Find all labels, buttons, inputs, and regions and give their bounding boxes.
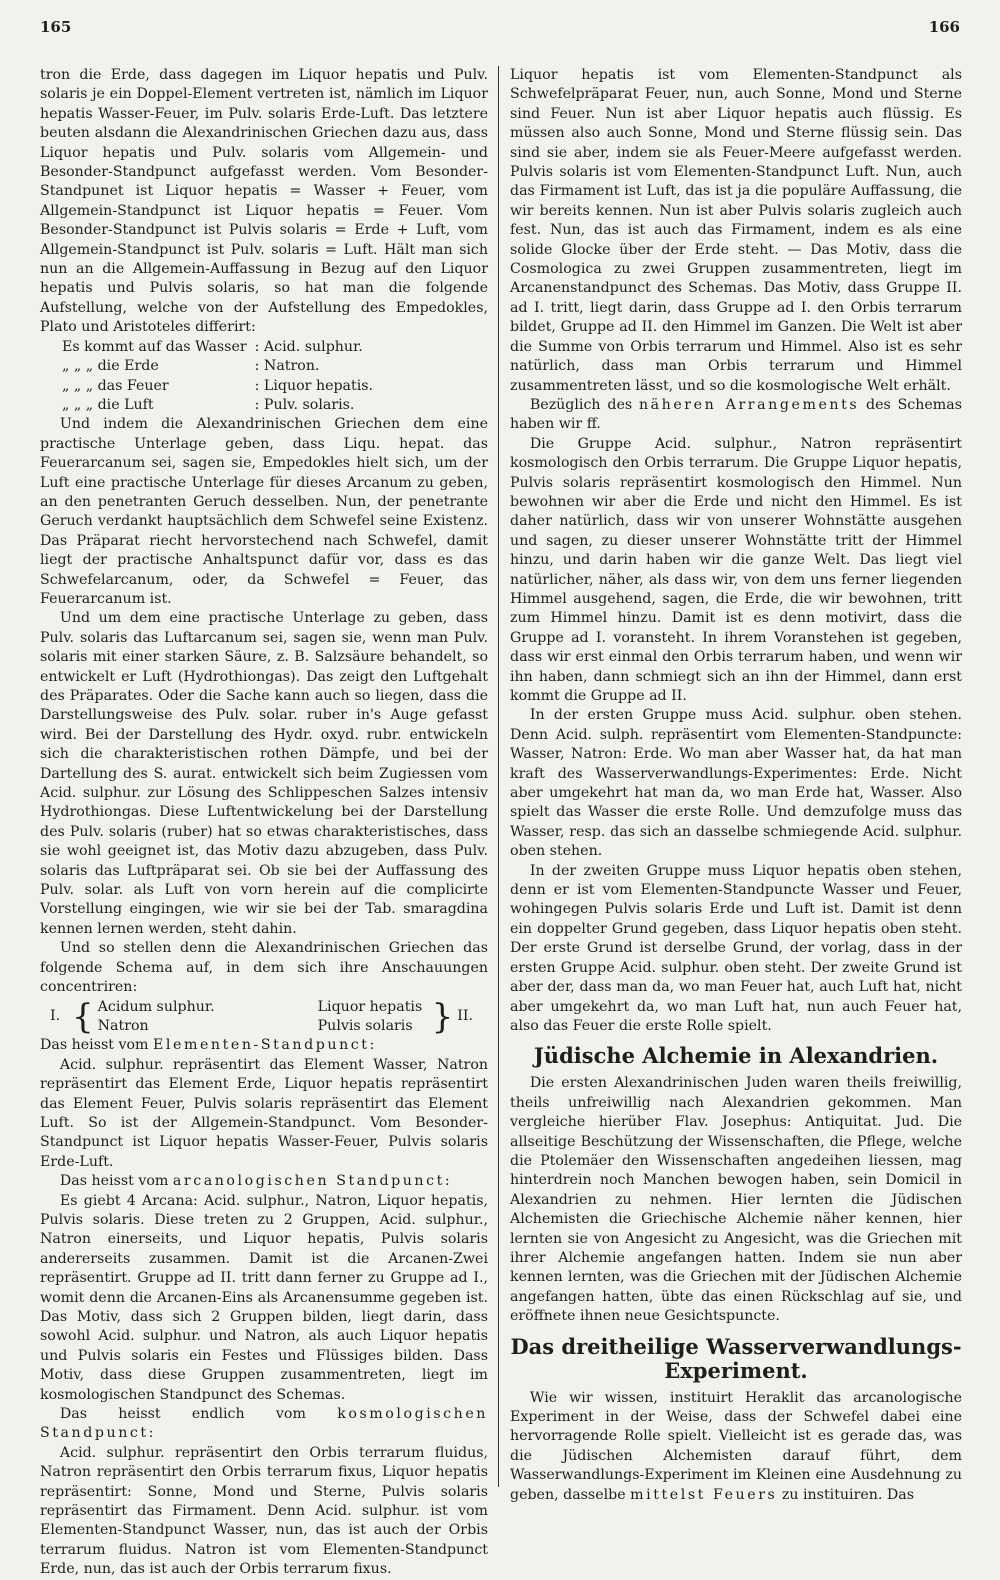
section-heading: Das dreitheilige Wasserverwandlungs-Experiment.	[510, 1333, 962, 1383]
paragraph: Und indem die Alexandrinischen Griechen dem eine practische Unterlage geben, dass Liqu. hepat. das Feuerarcanum sei, sagen sie, Empedokles hielt sich, um der Luft eine practische Unterlage für dieses Arcanum zu geben, an den penetranten Geruch desselben. Nun, der penetrante Geruch verdankt hauptsächlich dem Schwefel seine Existenz. Das Präparat riecht hervorstechend nach Schwefel, damit liegt der practische Anhaltspunct dafür vor, dass es das Schwefelarcanum, oder, da Schwefel = Feuer, das Feuerarcanum ist.	[40, 416, 488, 607]
alchemy-schema	[50, 998, 488, 1037]
paragraph: Die ersten Alexandrinischen Juden waren theils freiwillig, theils unfreiwillig nach Alexandrien gekommen. Man vergleiche hierüber Flav. Josephus: Antiquitat. Jud. Die allseitige Beschützung der Wissenschaften, die Pflege, welche die Ptolemäer den Wissenschaften angedeihen liessen, mag hinterdrein noch Manchen bewogen haben, sein Domicil in Alexandrien zu nehmen. Hier lernten die Jüdischen Alchemisten die Griechische Alchemie näher kennen, hier lernten sie von Angesicht zu Angesicht, was die Griechen mit ihrer Alchemie angefangen hatten. Indem sie nun aber kennen lernten, was die Griechen mit der Jüdischen Alchemie angefangen hatten, übte das einen Rückschlag auf sie, und eröffnete ihnen neue Gesichtspuncte.	[510, 1075, 962, 1325]
paragraph: Bezüglich des näheren Arrangements des Schemas haben wir ff.	[510, 396, 962, 433]
paragraph: In der ersten Gruppe muss Acid. sulphur. oben stehen. Denn Acid. sulph. repräsentirt vom Elementen-Standpuncte: Wasser, Natron: Erde. Wo man aber Wasser hat, da hat man kraft des Wasserverwandlungs-Experimentes: Erde. Nicht aber umgekehrt hat man da, wo man Erde hat, Wasser. Also spielt das Wasser die erste Rolle. Und demzufolge muss das Wasser, resp. das sich an dasselbe schmiegende Acid. sulphur. oben stehen.	[510, 707, 962, 860]
page-number-right: 166	[928, 18, 960, 36]
table-row: Es kommt auf das Wasser : Acid. sulphur.	[62, 338, 363, 355]
paragraph: Und so stellen denn die Alexandrinischen Griechen das folgende Schema auf, in dem sich ihre Anschauungen concentriren:	[40, 940, 488, 996]
left-column	[40, 66, 488, 1578]
schema-group-number: II.	[457, 1008, 473, 1025]
element-assignment-table	[58, 338, 377, 416]
paragraph: Das heisst endlich vom kosmologischen Standpunct:	[40, 1406, 488, 1442]
section-heading: Jüdische Alchemie in Alexandrien.	[533, 1043, 939, 1069]
paragraph: tron die Erde, dass dagegen im Liquor hepatis und Pulv. solaris je ein Doppel-Element vertreten ist, nämlich im Liquor hepatis Wasser-Feuer, im Pulv. solaris Erde-Luft. Das letztere beuten alsdann die Alexandrinischen Griechen dazu aus, dass Liquor hepatis und Pulv. solaris vom Allgemein- und Besonder-Standpunct aufgefasst werden. Vom Besonder-Standpunet ist Liquor hepatis = Wasser + Feuer, vom Allgemein-Standpunct ist Liquor hepatis = Feuer. Vom Besonder-Standpunct ist Pulvis solaris = Erde + Luft, vom Allgemein-Standpunct ist Pulv. solaris = Luft. Hält man sich nun an die Allgemein-Auffassung in Bezug auf den Liquor hepatis und Pulvis solaris, so hat man die folgende Aufstellung, welche von der Aufstellung des Empedokles, Plato und Aristoteles differirt:	[40, 67, 488, 336]
brace-symbol: {	[72, 996, 94, 1037]
paragraph: Das heisst vom arcanologischen Standpunct:	[59, 1173, 453, 1190]
page-number-left: 165	[40, 18, 72, 36]
table-row: „ „ „ die Erde : Natron.	[62, 358, 320, 375]
paragraph: Die Gruppe Acid. sulphur., Natron repräsentirt kosmologisch den Orbis terrarum. Die Gruppe Liquor hepatis, Pulvis solaris repräsentirt kosmologisch den Himmel. Nun bewohnen wir aber die Erde und nicht den Himmel. Es ist daher natürlich, dass wir von unserer Wohnstätte ausgehen und sagen, zu dieser unserer Wohnstätte tritt der Himmel hinzu, und darin haben wir die ganze Welt. Das liegt viel natürlicher, näher, als dass wir, von dem uns ferner liegenden Himmel ausgehend, sagen, die Erde, die wir bewohnen, tritt zum Himmel hinzu. Damit ist es denn motivirt, dass die Gruppe ad I. voransteht. In ihrem Voranstehen ist gegeben, dass wir erst einmal den Orbis terrarum haben, und wenn wir ihn haben, dann schmiegt sich an ihn der Himmel, dann erst kommt die Gruppe ad II.	[510, 435, 962, 704]
paragraph: Und um dem eine practische Unterlage zu geben, dass Pulv. solaris das Luftarcanum sei, sagen sie, wenn man Pulv. solaris mit einer starken Säure, z. B. Salzsäure behandelt, so entwickelt er Luft (Hydrothiongas). Das zeigt den Luftgehalt des Präparates. Oder die Sache kann auch so liegen, dass die Darstellungsweise des Pulv. solar. ruber in's Auge gefasst wird. Bei der Darstellung des Hydr. oxyd. rubr. entwickeln sich die charakteristischen rothen Dämpfe, und bei der Dartellung des S. aurat. entwickelt sich beim Zugiessen vom Acid. sulphur. zur Lösung des Schlippeschen Salzes intensiv Hydrothiongas. Diese Luftentwickelung bei der Darstellung des Pulv. solaris (ruber) hat so etwas charakteristisches, dass sie wohl geeignet ist, das Motiv dazu abzugeben, dass Pulv. solaris das Luftpräparat sei. Ob sie bei der Auffassung des Pulv. solar. als Luft von vorn herein auf die complicirte Vorstellung eingingen, wie wir sie bei der Tab. smaragdina kennen lernen werden, steht dahin.	[40, 610, 488, 937]
right-column	[510, 66, 962, 1503]
schema-group-number: I.	[50, 1008, 61, 1025]
paragraph: Acid. sulphur. repräsentirt das Element Wasser, Natron repräsentirt das Element Erde, Liquor hepatis repräsentirt das Element Feuer, Pulvis solaris repräsentirt das Element Luft. So ist der Allgemein-Standpunct. Vom Besonder-Standpunct ist Liquor hepatis Wasser-Feuer, Pulvis solaris Erde-Luft.	[40, 1056, 488, 1170]
table-row: „ „ „ die Luft : Pulv. solaris.	[62, 396, 355, 413]
schema-group-one: Acidum sulphur. Natron	[97, 998, 215, 1034]
column-divider	[498, 66, 499, 1487]
brace-symbol: }	[431, 996, 454, 1037]
paragraph: In der zweiten Gruppe muss Liquor hepatis oben stehen, denn er ist vom Elementen-Standpuncte Wasser und Feuer, wohingegen Pulvis solaris Erde und Luft ist. Damit ist denn ein doppelter Grund gegeben, dass Liquor hepatis oben steht. Der erste Grund ist derselbe Grund, der vorlag, dass in der ersten Gruppe Acid. sulphur. oben steht. Der zweite Grund ist aber der, dass man da, wo man Feuer hat, auch Luft hat, nicht aber umgekehrt da, wo man Luft hat, nun auch Feuer hat, also das Feuer die erste Rolle spielt.	[510, 862, 962, 1034]
paragraph: Wie wir wissen, instituirt Heraklit das arcanologische Experiment in der Weise, dass der Schwefel dabei eine hervorragende Rolle spielt. Vielleicht ist es gerade das, was die Jüdischen Alchemisten darauf führt, dem Wasserwandlungs-Experiment im Kleinen eine Ausdehnung zu geben, dasselbe mittelst Feuers zu instituiren. Das	[510, 1389, 962, 1503]
paragraph: Das heisst vom Elementen-Standpunct:	[40, 1037, 377, 1054]
paragraph: Acid. sulphur. repräsentirt den Orbis terrarum fluidus, Natron repräsentirt den Orbis terrarum fixus, Liquor hepatis repräsentirt: Sonne, Mond und Sterne, Pulvis solaris repräsentirt das Firmament. Denn Acid. sulphur. ist vom Elementen-Standpunct Wasser, nun, das ist auch der Orbis terrarum fluidus. Natron ist vom Elementen-Standpunct Erde, nun, das ist auch der Orbis terrarum fixus.	[40, 1444, 488, 1578]
table-row: „ „ „ das Feuer : Liquor hepatis.	[62, 377, 374, 394]
paragraph: Liquor hepatis ist vom Elementen-Standpunct als Schwefelpräparat Feuer, nun, auch Sonne, Mond und Sterne sind Feuer. Nun ist aber Liquor hepatis auch flüssig. Es müssen also auch Sonne, Mond und Sterne flüssig sein. Das sind sie aber, indem sie als Feuer-Meere aufgefasst werden. Pulvis solaris ist vom Elementen-Standpunct Luft. Nun, auch das Firmament ist Luft, das ist ja die populäre Auffassung, die wir bereits kennen. Nun ist aber Pulvis solaris zugleich auch fest. Nun, das ist auch das Firmament, indem es als eine solide Glocke über der Erde steht. — Das Motiv, dass die Cosmologica zu zwei Gruppen zusammentreten, liegt im Arcanenstandpunct des Schemas. Das Motiv, dass Gruppe II. ad I. tritt, liegt darin, dass Gruppe ad I. den Orbis terrarum bildet, Gruppe ad II. den Himmel im Ganzen. Die Welt ist aber die Summe von Orbis terrarum und Himmel. Also ist es sehr natürlich, dass man Orbis terrarum und Himmel zusammentreten lässt, und so die kosmologische Welt erhält.	[510, 67, 962, 394]
paragraph: Es giebt 4 Arcana: Acid. sulphur., Natron, Liquor hepatis, Pulvis solaris. Diese treten zu 2 Gruppen, Acid. sulphur., Natron einerseits, und Liquor hepatis, Pulvis solaris andererseits zusammen. Damit ist die Arcanen-Zwei repräsentirt. Gruppe ad II. tritt dann ferner zu Gruppe ad I., womit denn die Arcanen-Eins als Arcanensumme gegeben ist. Das Motiv, dass sich 2 Gruppen bilden, liegt darin, dass sowohl Acid. sulphur. und Natron, als auch Liquor hepatis und Pulvis solaris ein Festes und Flüssiges bilden. Dass Motiv, dass diese Gruppen zusammentreten, liegt im kosmologischen Standpunct des Schemas.	[40, 1192, 488, 1403]
schema-group-two: Liquor hepatis Pulvis solaris	[317, 998, 423, 1034]
